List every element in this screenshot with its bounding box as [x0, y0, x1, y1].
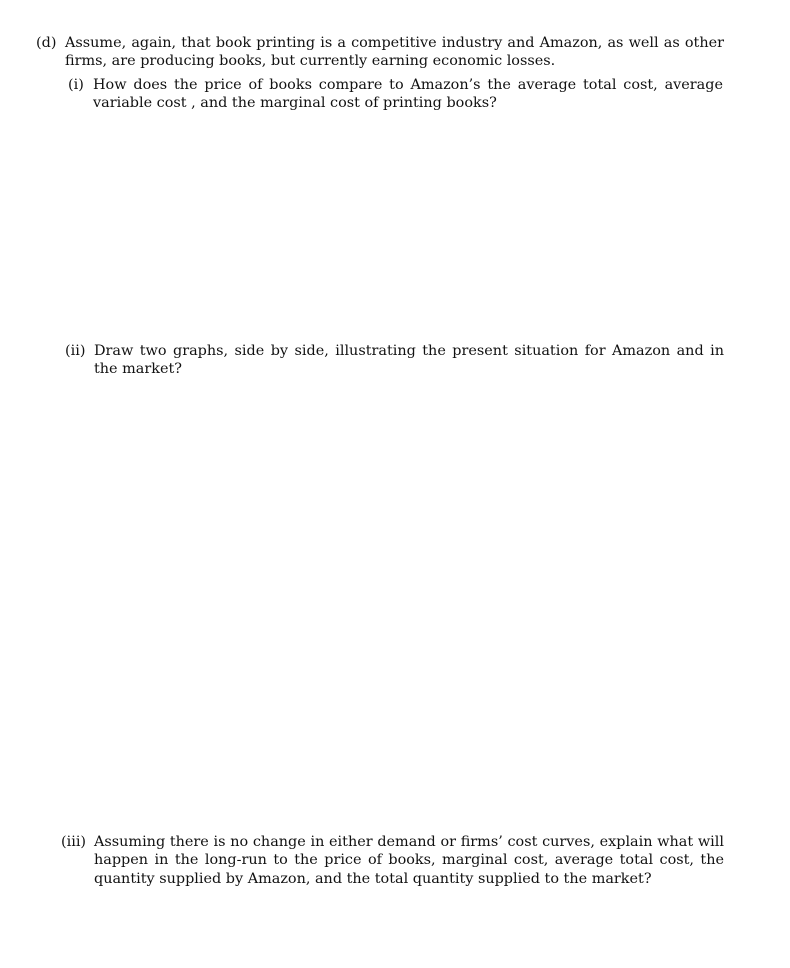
subpart-ii-label: (ii)	[65, 343, 86, 359]
subpart-iii-label: (iii)	[61, 834, 87, 850]
subpart-iii	[61, 833, 724, 888]
subpart-i-label: (i)	[68, 77, 84, 93]
question-d-label: (d)	[36, 35, 57, 51]
question-d	[36, 34, 724, 71]
question-d-text: Assume, again, that book printing is a competitive industry and Amazon, as well as other firms, are producing books, but currently earning economic losses.	[65, 35, 724, 70]
subpart-i	[68, 76, 724, 113]
subpart-ii-text: Draw two graphs, side by side, illustrating the present situation for Amazon and in the market?	[94, 343, 724, 378]
subpart-i-text: How does the price of books compare to Amazon’s the average total cost, average variable cost , and the marginal cost of printing books?	[93, 77, 723, 112]
subpart-ii	[65, 342, 724, 379]
subpart-iii-text: Assuming there is no change in either demand or firms’ cost curves, explain what will happen in the long-run to the price of books, marginal cost, average total cost, the quantity supplied by Amazon, and the total quantity supplied to the market?	[94, 834, 724, 887]
